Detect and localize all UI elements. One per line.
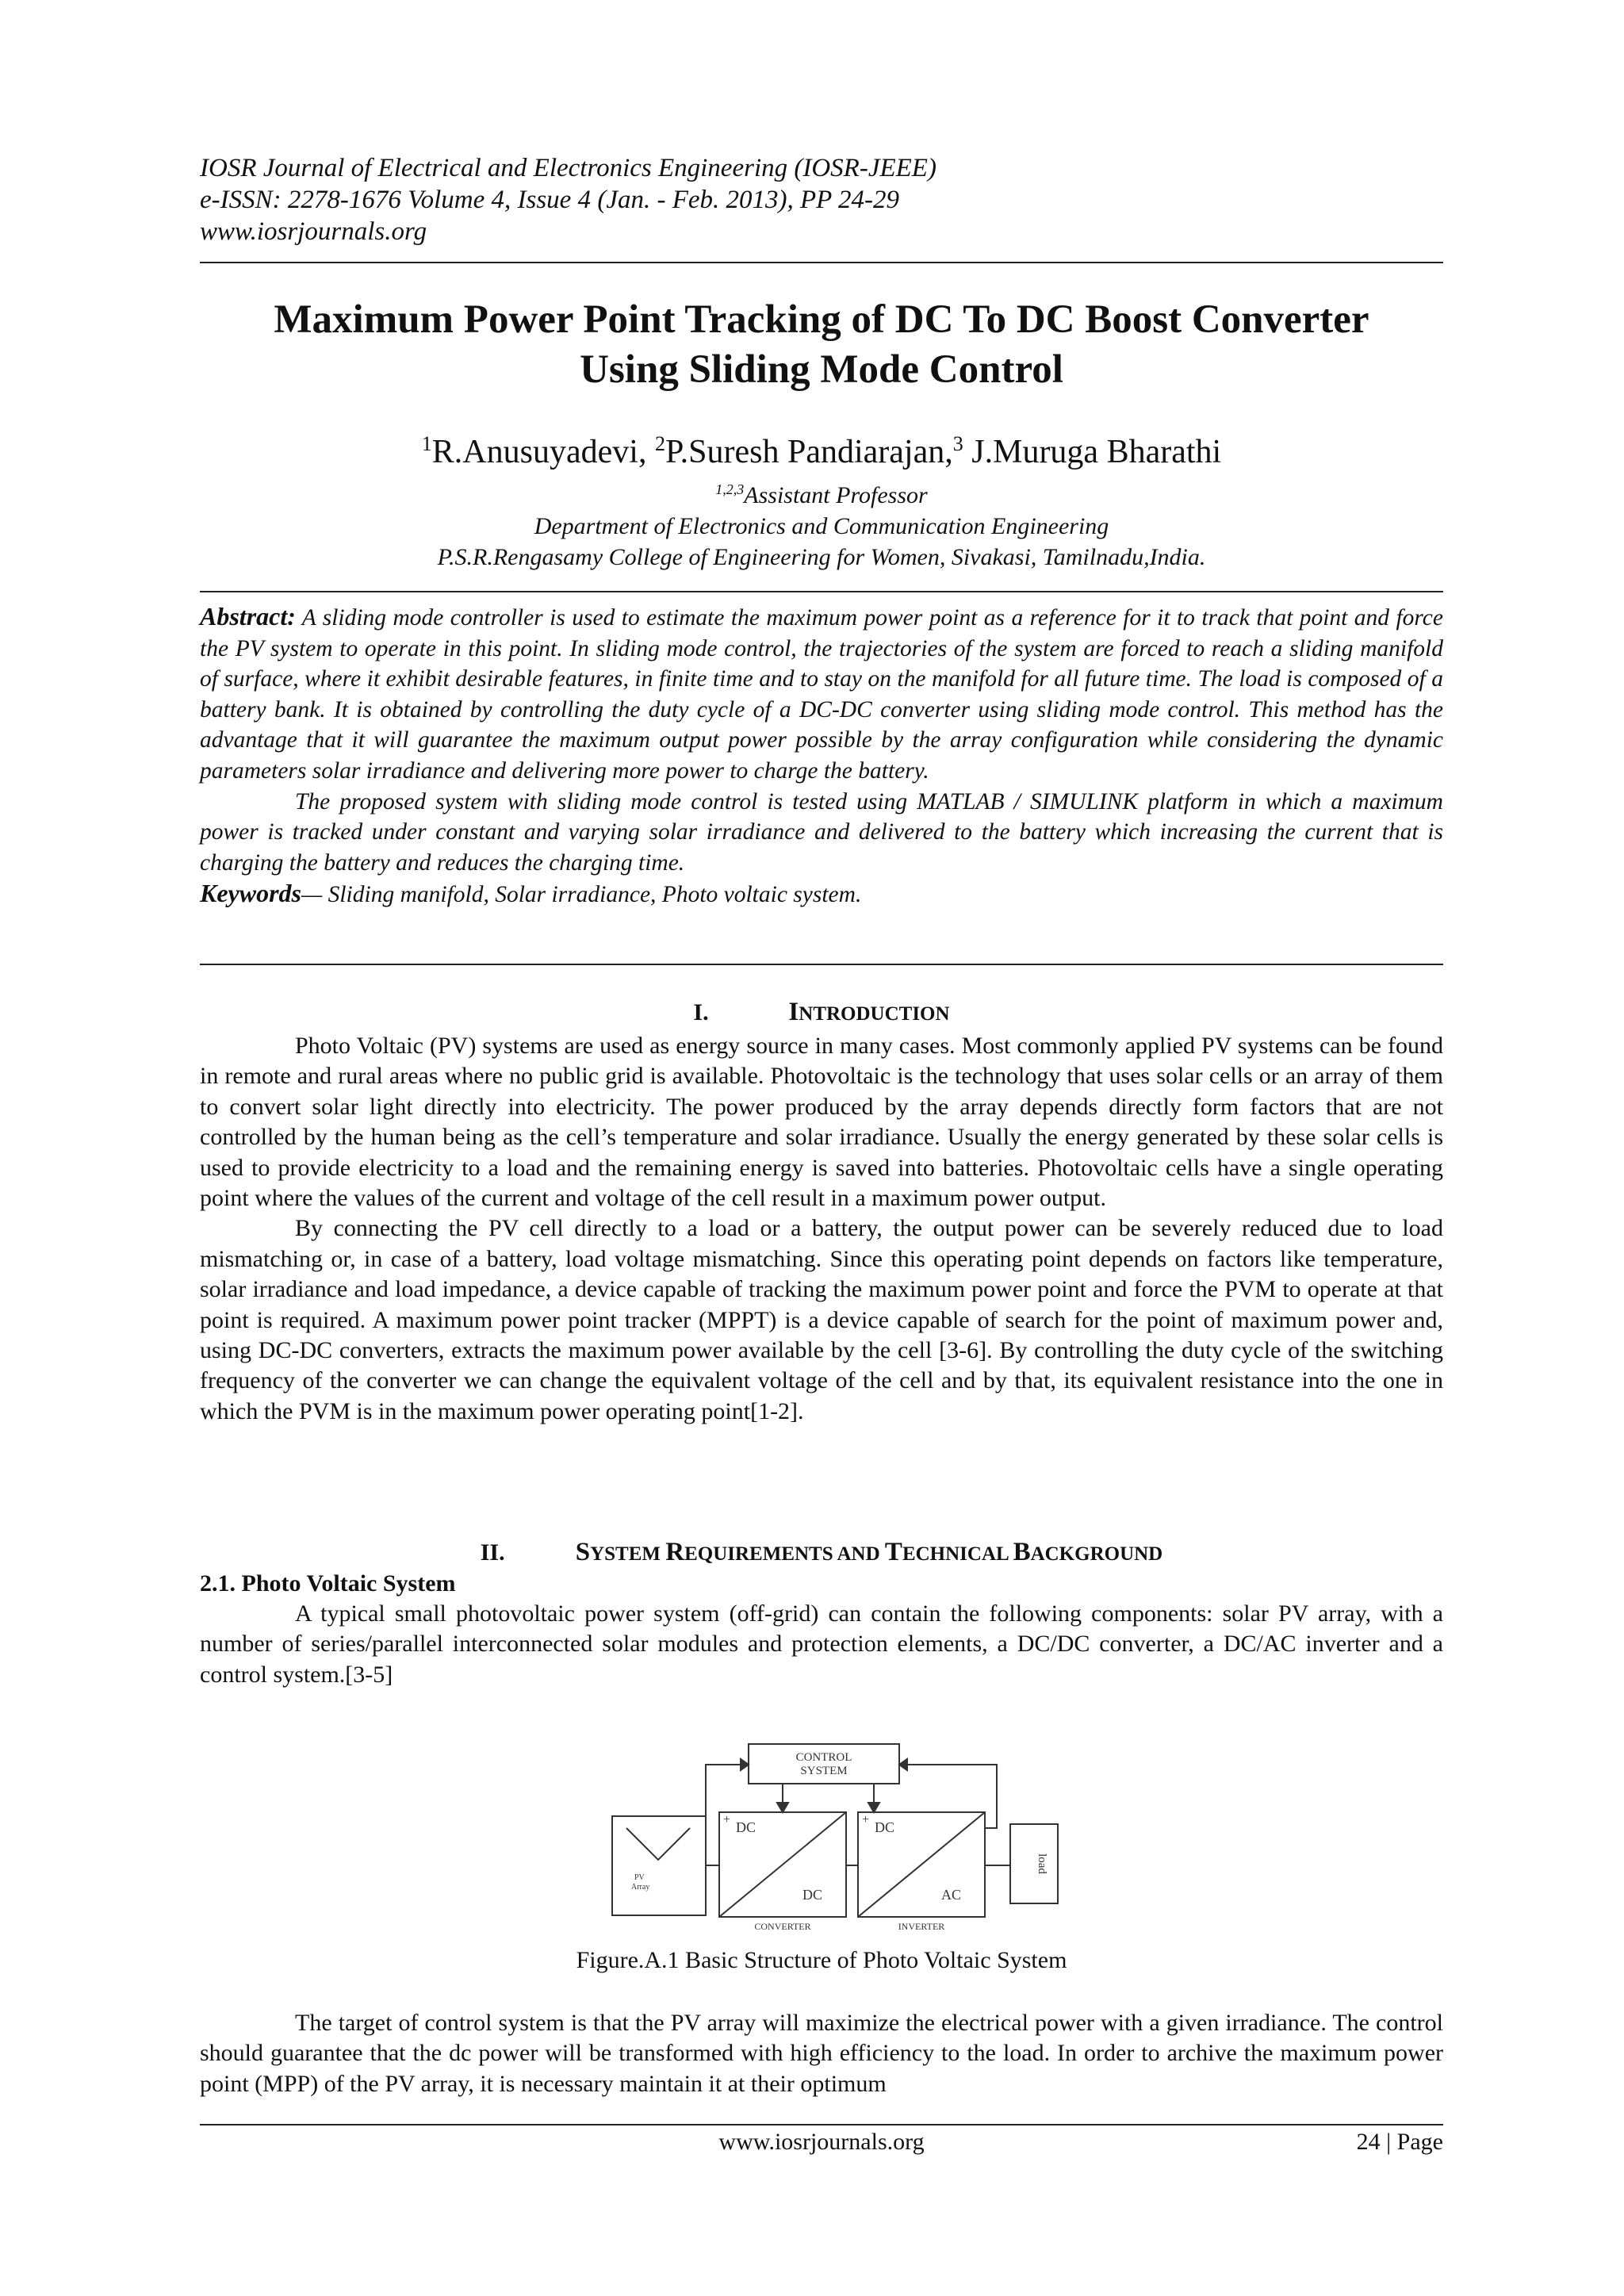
keywords: — Sliding manifold, Solar irradiance, Photo voltaic system.	[301, 882, 862, 908]
pv-block-diagram	[604, 1741, 1080, 1931]
author-3: J.Muruga Bharathi	[963, 434, 1222, 470]
abstract-top-rule	[200, 591, 1443, 592]
footer-url[interactable]: www.iosrjournals.org	[718, 2129, 925, 2155]
affiliation	[200, 474, 1443, 573]
section-1-number: I.	[693, 999, 709, 1025]
footer-rule	[200, 2124, 1443, 2125]
author-2: P.Suresh Pandiarajan,	[665, 434, 953, 470]
pv-cell-symbol	[626, 1828, 690, 1860]
section-2-title-part: R	[665, 1538, 685, 1566]
paper-title	[200, 295, 1443, 395]
section-2-title-part: B	[1013, 1538, 1031, 1566]
inverter-in-label: DC	[875, 1819, 895, 1835]
converter-caption: CONVERTER	[754, 1921, 811, 1931]
college: P.S.R.Rengasamy College of Engineering for Women, Sivakasi, Tamilnadu,India.	[437, 544, 1206, 570]
section-2-title-part: T	[884, 1538, 902, 1566]
paper-page	[200, 0, 1443, 2296]
load-label: load	[1036, 1853, 1048, 1874]
after-figure-paragraph: The target of control system is that the PV array will maximize the electrical power with a given irradiance. The control should guarantee that the dc power will be transformed with high efficiency to the load. In order to archive the maximum power point (MPP) of the PV array, it is necessary maintain it at their optimum	[200, 2010, 1443, 2097]
control-label-1: CONTROL	[795, 1751, 852, 1764]
pv-label-1: PV	[634, 1873, 645, 1882]
page-number: 24 | Page	[1356, 2129, 1443, 2155]
section-1-title-initial: I	[788, 998, 799, 1026]
title-line-1: Maximum Power Point Tracking of DC To DC Boost Converter	[274, 297, 1369, 342]
journal-name: IOSR Journal of Electrical and Electronics Engineering (IOSR-JEEE)	[200, 154, 936, 182]
pv-label-2: Array	[631, 1883, 650, 1892]
converter-plus: +	[723, 1813, 731, 1826]
converter-in-label: DC	[736, 1819, 756, 1835]
journal-header	[200, 152, 1443, 247]
pv-array-block	[612, 1816, 706, 1915]
inverter-caption: INVERTER	[898, 1921, 945, 1931]
inverter-out-label: AC	[941, 1887, 962, 1903]
output-feedback-line	[899, 1765, 997, 1828]
keywords-label: Keywords	[200, 879, 301, 908]
author-sup-2: 2	[654, 432, 665, 455]
section-1-heading	[200, 996, 1443, 1030]
section-2-number: II.	[480, 1539, 505, 1566]
title-line-2: Using Sliding Mode Control	[580, 347, 1063, 392]
section-2-body	[200, 1599, 1443, 1690]
author-1: R.Anusuyadevi,	[431, 434, 655, 470]
subsection-2-1-heading: 2.1. Photo Voltaic System	[200, 1570, 456, 1596]
after-figure-body	[200, 2008, 1443, 2099]
section-1-title-rest: NTRODUCTION	[799, 1003, 950, 1025]
section-2-title-part: ACKGROUND	[1030, 1543, 1163, 1565]
journal-issn: e-ISSN: 2278-1676 Volume 4, Issue 4 (Jan. - Feb. 2013), PP 24-29	[200, 186, 899, 214]
affiliation-sup: 1,2,3	[715, 481, 745, 497]
abstract-paragraph-2: The proposed system with sliding mode control is tested using MATLAB / SIMULINK platform in which a maximum power is tracked under constant and varying solar irradiance and delivered to the battery which increasing the current that is charging the battery and reduces the charging time.	[200, 788, 1443, 876]
affiliation-role: Assistant Professor	[744, 482, 928, 508]
department: Department of Electronics and Communication Engineering	[534, 513, 1109, 539]
section-1-paragraph-1: Photo Voltaic (PV) systems are used as energy source in many cases. Most commonly applied PV systems can be found in remote and rural areas where no public grid is available. Photovoltaic is the technology that uses solar cells or an array of them to convert solar light directly into electricity. The power produced by the array depends directly form factors that are not controlled by the human being as the cell’s temperature and solar irradiance. Usually the energy generated by these solar cells is used to provide electricity to a load and the remaining energy is saved into batteries. Photovoltaic cells have a single operating point where the values of the current and voltage of the cell result in a maximum power output.	[200, 1033, 1443, 1212]
inverter-plus: +	[862, 1813, 870, 1826]
control-label-2: SYSTEM	[800, 1765, 848, 1777]
converter-out-label: DC	[802, 1887, 823, 1903]
section-2-title-part: EQUIREMENTS AND	[684, 1543, 885, 1565]
control-system-block	[749, 1744, 899, 1784]
section-2-title-part: YSTEM	[590, 1543, 666, 1565]
load-block	[1010, 1824, 1058, 1903]
author-list	[200, 424, 1443, 472]
section-2-paragraph-1: A typical small photovoltaic power system (off-grid) can contain the following components: solar PV array, with a number of series/parallel interconnected solar modules and protection elements, a DC/DC converter, a DC/AC inverter and a control system.[3-5]	[200, 1600, 1443, 1688]
author-sup-3: 3	[952, 432, 963, 455]
author-sup-1: 1	[421, 432, 432, 455]
section-2-heading	[200, 1536, 1443, 1570]
abstract-bottom-rule	[200, 964, 1443, 965]
abstract	[200, 601, 1443, 910]
abstract-label: Abstract:	[200, 602, 296, 631]
section-2-title-part: S	[575, 1538, 591, 1566]
section-1-paragraph-2: By connecting the PV cell directly to a load or a battery, the output power can be severely reduced due to load mismatching or, in case of a battery, load voltage mismatching. Since this operating point depends on factors like temperature, solar irradiance and load impedance, a device capable of tracking the maximum power point and force the PVM to operate at that point is required. A maximum power point tracker (MPPT) is a device capable of search for the point of maximum power and, using DC-DC converters, extracts the maximum power available by the cell [3-6]. By controlling the duty cycle of the switching frequency of the converter we can change the equivalent voltage of the cell and by that, its equivalent resistance into the one in which the PVM is in the maximum power operating point[1-2].	[200, 1215, 1443, 1424]
journal-website[interactable]: www.iosrjournals.org	[200, 217, 427, 246]
section-2-title-part: ECHNICAL	[902, 1543, 1013, 1565]
figure-caption: Figure.A.1 Basic Structure of Photo Voltaic System	[576, 1947, 1067, 1973]
abstract-paragraph-1: A sliding mode controller is used to estimate the maximum power point as a reference for it to track that point and force the PV system to operate in this point. In sliding mode control, the trajectories of the system are forced to reach a sliding manifold of surface, where it exhibit desirable features, in finite time and to stay on the manifold for all future time. The load is composed of a battery bank. It is obtained by controlling the duty cycle of a DC-DC converter using sliding mode control. This method has the advantage that it will guarantee the maximum output power possible by the array configuration while considering the dynamic parameters solar irradiance and delivering more power to charge the battery.	[200, 605, 1443, 784]
pv-system-figure	[604, 1741, 1080, 1931]
section-1-body	[200, 1031, 1443, 1427]
header-rule	[200, 262, 1443, 263]
